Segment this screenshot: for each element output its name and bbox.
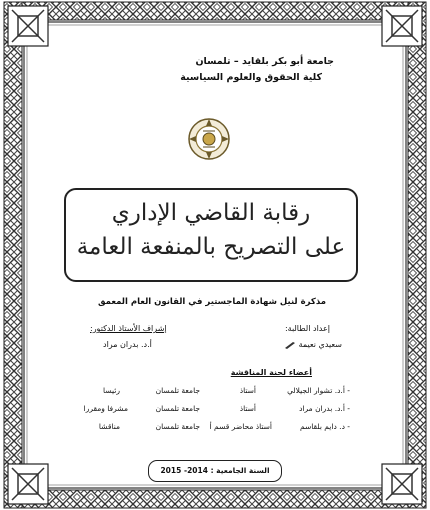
thesis-degree-statement: مذكرة لنيل شهادة الماجستير في القانون العام المعمق [97,297,326,307]
thesis-title-line-1: رقابة القاضي الإداري [111,200,311,226]
thesis-title-box [64,188,358,282]
member-affiliation: جامعة تلمسان [155,386,200,395]
committee-member-row [0,404,430,418]
member-role: مشرفا ومقررا [83,404,128,413]
pen-icon [284,341,296,349]
member-rank: أستاذ [239,404,256,413]
student-label: إعداد الطالبة: [284,324,330,333]
university-name: جامعة أبو بكر بلقايد – تلمسان [195,56,334,67]
supervisor-label: إشراف الأستاذ الدكتور: [90,324,167,333]
supervisor-name: أ.د. بدران مراد [103,340,152,349]
committee-member-row [0,422,430,436]
university-emblem-icon [186,116,232,162]
member-name: - أ.د. بدران مراد [299,404,350,413]
member-role: مناقشا [98,422,120,431]
member-rank: أستاذ محاضر قسم أ [209,422,272,431]
academic-year-box: السنة الجامعية : 2014- 2015 [148,460,282,482]
member-affiliation: جامعة تلمسان [155,404,200,413]
thesis-title-line-2: على التصريح بالمنفعة العامة [76,234,346,260]
member-name: - د. دايم بلقاسم [299,422,350,431]
student-name: سعيدي نعيمة [284,340,342,349]
member-rank: أستاذ [239,386,256,395]
member-name: - أ.د. تشوار الجيلالي [287,386,350,395]
member-role: رئيسا [103,386,120,395]
faculty-name: كلية الحقوق والعلوم السياسية [180,72,322,83]
committee-member-row [0,386,430,400]
committee-heading: أعضاء لجنة المناقشة [230,368,312,377]
member-affiliation: جامعة تلمسان [155,422,200,431]
